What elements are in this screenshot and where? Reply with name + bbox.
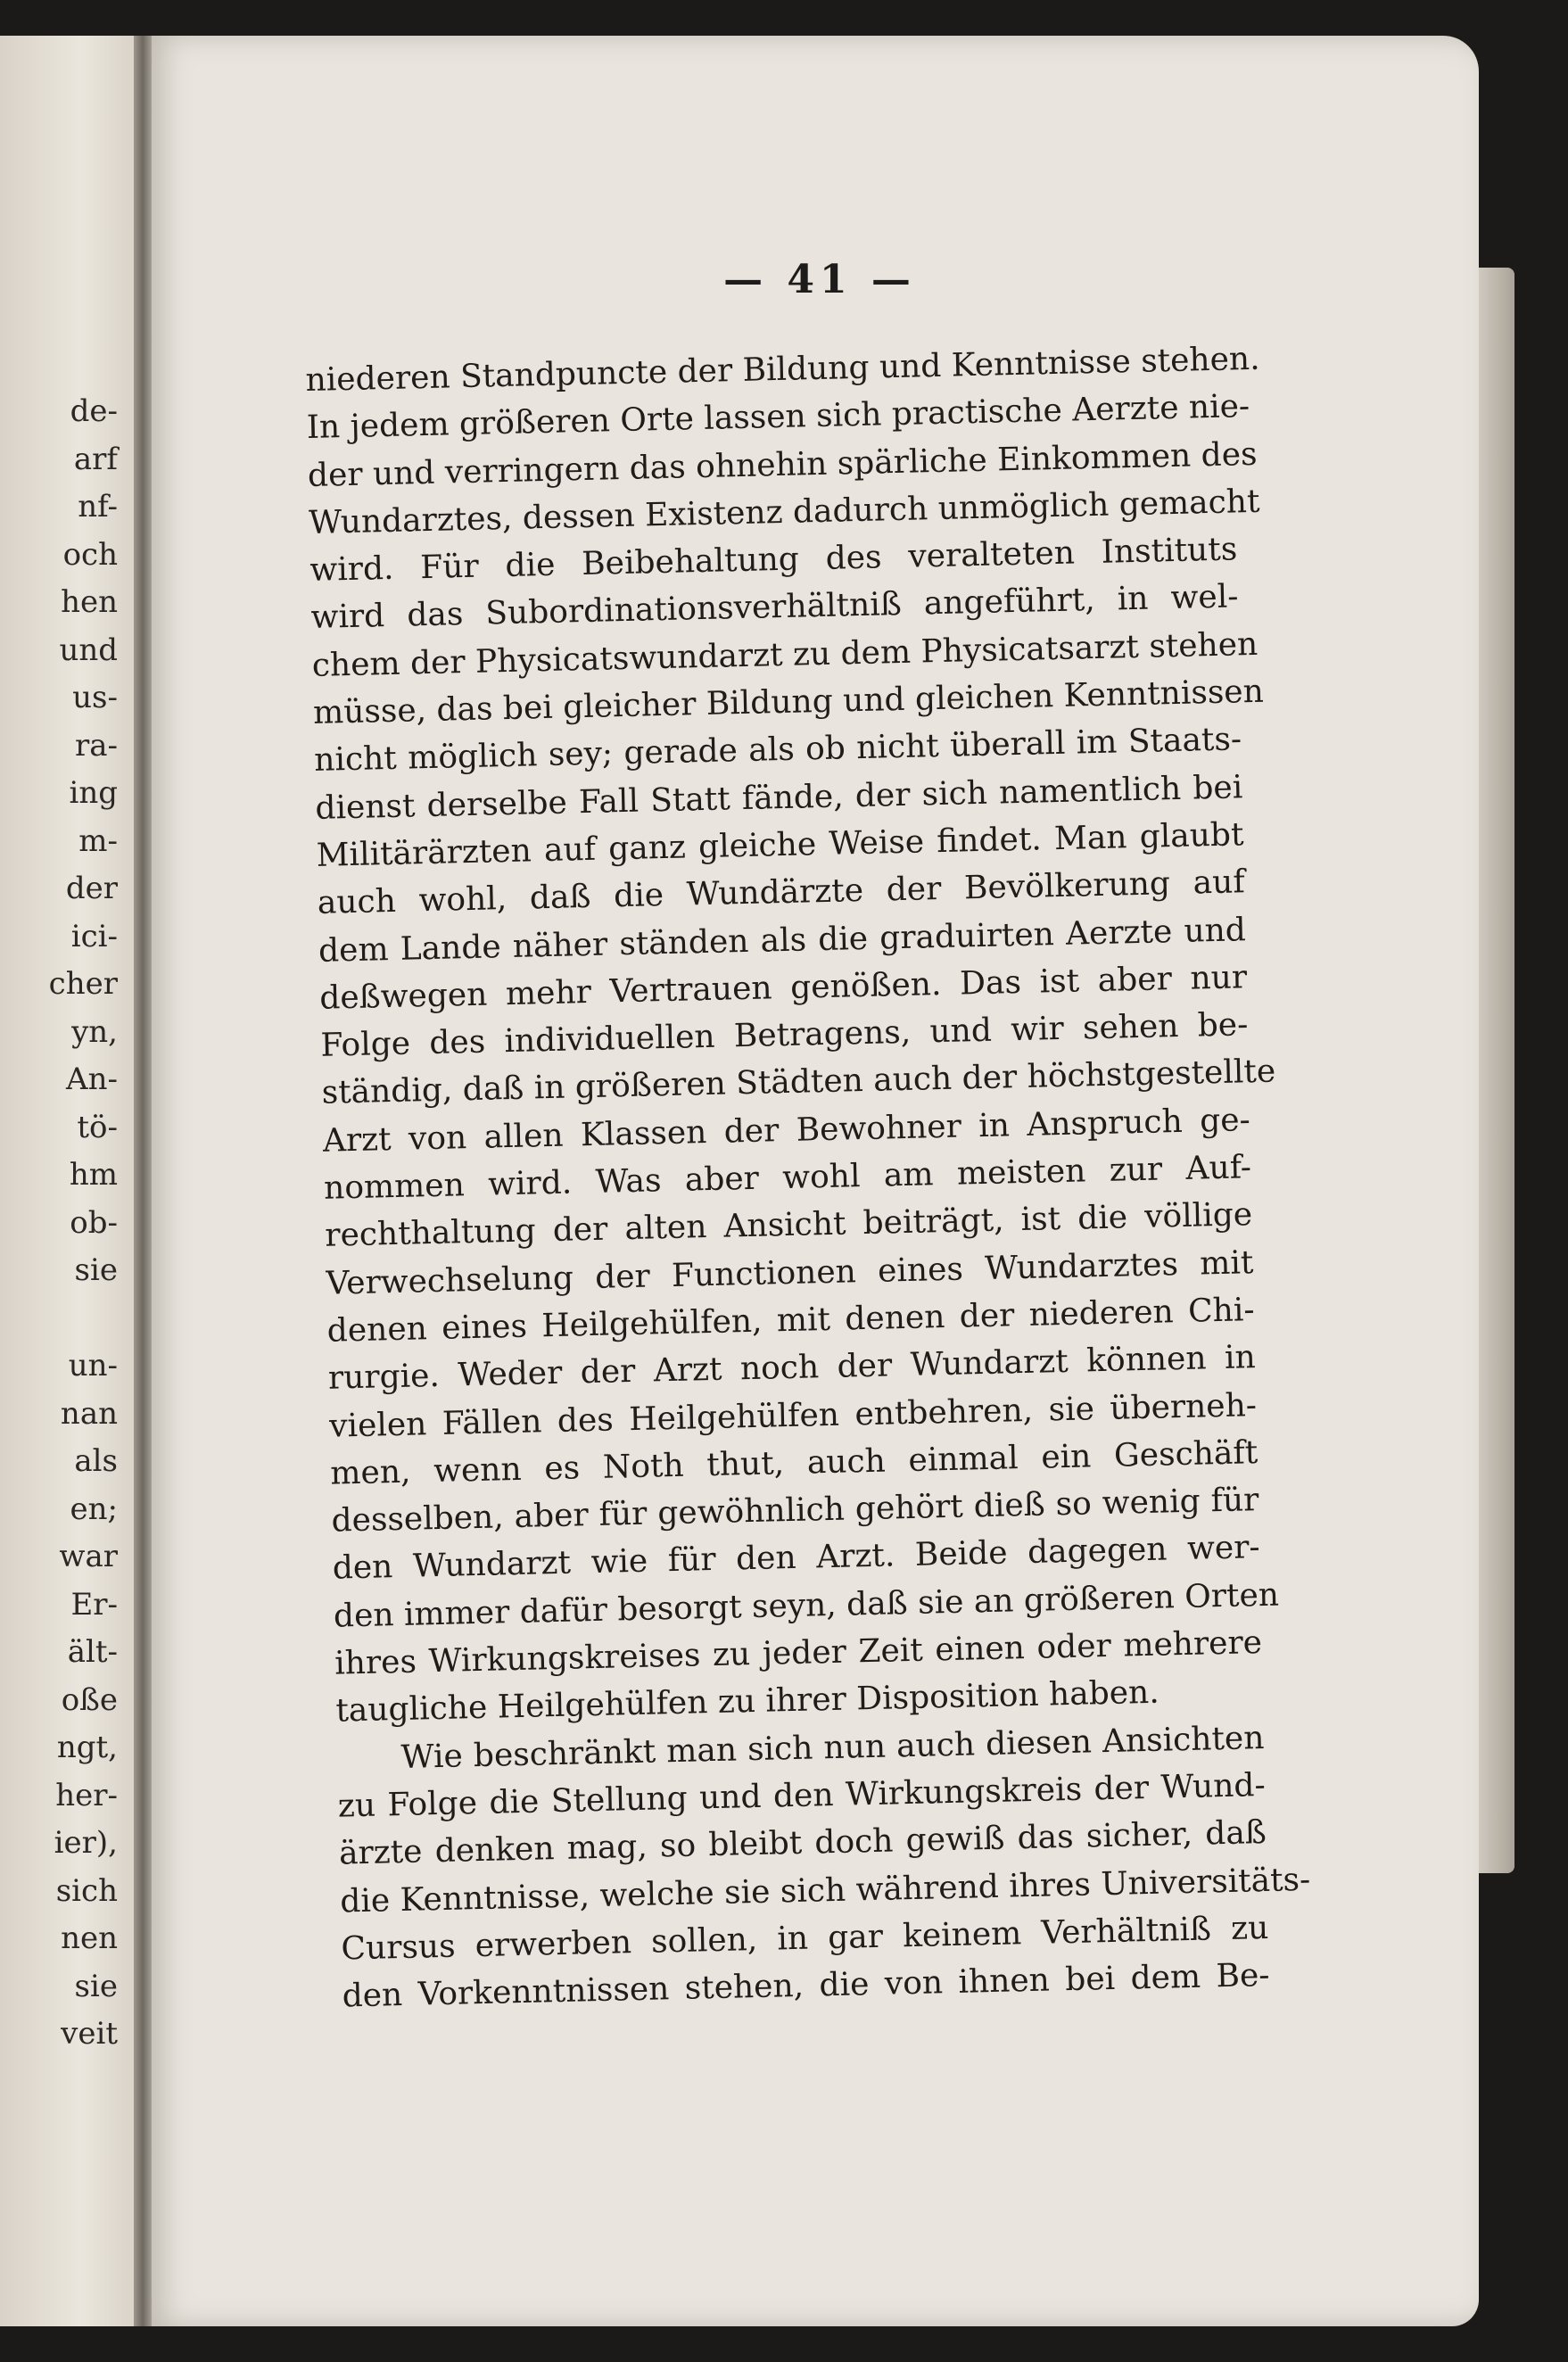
text-line: Arzt von allen Klassen der Bewohner in Anspruch ge- xyxy=(322,1101,1251,1160)
body-text xyxy=(305,335,1311,2020)
left-line: nf- xyxy=(78,489,118,524)
text-line: wird. Für die Beibehaltung des veralteten Instituts xyxy=(309,531,1238,590)
text-line: chem der Physicatswundarzt zu dem Physicatsarzt stehen xyxy=(311,625,1259,684)
left-line: her- xyxy=(55,1777,118,1813)
text-line: men, wenn es Noth thut, auch einmal ein Geschäft xyxy=(329,1433,1259,1492)
text-line: die Kenntnisse, welche sie sich während ihres Universitäts- xyxy=(339,1861,1311,1920)
left-line: arf xyxy=(73,441,118,477)
text-line: rechthaltung der alten Ansicht beiträgt, ist die völlige xyxy=(324,1196,1253,1255)
left-line: und xyxy=(59,632,118,668)
text-line: ständig, daß in größeren Städten auch der höchstgestellte xyxy=(321,1053,1276,1112)
left-line: ier), xyxy=(54,1825,118,1861)
text-line: In jedem größeren Orte lassen sich practische Aerzte nie- xyxy=(306,388,1250,447)
left-line: ob- xyxy=(70,1204,118,1241)
left-line: sie xyxy=(74,1968,118,2004)
left-line: veit xyxy=(61,2016,118,2052)
left-line: hm xyxy=(69,1157,118,1193)
left-line: nen xyxy=(61,1920,118,1956)
left-line: tö- xyxy=(77,1109,118,1145)
left-line: ra- xyxy=(74,727,118,764)
text-line: wird das Subordinationsverhältniß angeführt, in wel- xyxy=(310,578,1239,637)
text-line: Wundarztes, dessen Existenz dadurch unmöglich gemacht xyxy=(308,483,1260,541)
left-line: der xyxy=(65,871,118,906)
left-line: An- xyxy=(66,1061,118,1097)
text-line: Verwechselung der Functionen eines Wundarztes mit xyxy=(326,1243,1254,1302)
page-edge xyxy=(1479,268,1514,1873)
text-line: nommen wird. Was aber wohl am meisten zur Auf- xyxy=(323,1149,1252,1207)
left-line: ici- xyxy=(70,918,118,954)
left-page xyxy=(0,36,134,2326)
text-line: den immer dafür besorgt seyn, daß sie an größeren Orten xyxy=(333,1576,1280,1635)
left-line: hen xyxy=(61,584,118,620)
page-number: — 41 — xyxy=(723,257,916,302)
left-line: oße xyxy=(61,1681,118,1718)
text-line: taugliche Heilgehülfen zu ihrer Disposition haben. xyxy=(334,1673,1160,1730)
text-line: desselben, aber für gewöhnlich gehört dieß so wenig für xyxy=(331,1482,1259,1540)
left-line: en; xyxy=(70,1491,118,1527)
text-line: deßwegen mehr Vertrauen genößen. Das ist aber nur xyxy=(318,959,1248,1017)
left-line: och xyxy=(62,536,118,573)
text-line: nicht möglich sey; gerade als ob nicht überall im Staats- xyxy=(313,721,1242,780)
left-line: ing xyxy=(69,775,118,811)
text-line: Cursus erwerben sollen, in gar keinem Verhältniß zu xyxy=(341,1909,1269,1968)
text-line: Militärärzten auf ganz gleiche Weise findet. Man glaubt xyxy=(316,816,1244,874)
left-line: ält- xyxy=(67,1634,118,1670)
book-gutter xyxy=(134,36,152,2326)
text-line: rurgie. Weder der Arzt noch der Wundarzt können in xyxy=(327,1339,1257,1397)
text-line: Folge des individuellen Betragens, und wir sehen be- xyxy=(320,1006,1249,1064)
text-line: zu Folge die Stellung und den Wirkungskreis der Wund- xyxy=(337,1766,1267,1825)
text-line: Wie beschränkt man sich nun auch diesen Ansichten xyxy=(400,1719,1265,1776)
text-line: der und verringern das ohnehin spärliche Einkommen des xyxy=(307,435,1258,494)
left-line: sie xyxy=(74,1252,118,1288)
left-line: cher xyxy=(48,966,118,1002)
right-page xyxy=(152,36,1479,2326)
text-line: niederen Standpuncte der Bildung und Kenntnisse stehen. xyxy=(305,340,1260,399)
left-line: nan xyxy=(60,1395,118,1432)
left-line: war xyxy=(59,1539,118,1574)
left-line: de- xyxy=(70,393,118,429)
left-line: un- xyxy=(68,1348,118,1383)
left-line: ngt, xyxy=(56,1730,118,1765)
text-line: dem Lande näher ständen als die graduirten Aerzte und xyxy=(318,911,1247,970)
left-line: sich xyxy=(55,1872,118,1909)
left-line: m- xyxy=(78,822,118,859)
text-line: ärzte denken mag, so bleibt doch gewiß das sicher, daß xyxy=(338,1814,1267,1872)
text-line: denen eines Heilgehülfen, mit denen der niederen Chi- xyxy=(326,1292,1255,1350)
left-page-text xyxy=(49,388,118,2059)
text-line: dienst derselbe Fall Statt fände, der sich namentlich bei xyxy=(315,768,1243,827)
left-line: yn, xyxy=(71,1013,118,1050)
text-line: müsse, das bei gleicher Bildung und gleichen Kenntnissen xyxy=(312,673,1265,731)
text-line: den Wundarzt wie für den Arzt. Beide dagegen wer- xyxy=(332,1529,1261,1588)
text-line: ihres Wirkungskreises zu jeder Zeit einen oder mehrere xyxy=(334,1624,1263,1682)
left-line: us- xyxy=(72,680,118,715)
left-line xyxy=(49,1295,118,1343)
left-line: als xyxy=(74,1443,118,1479)
text-line: den Vorkenntnissen stehen, die von ihnen bei dem Be- xyxy=(342,1957,1270,2015)
left-line: Er- xyxy=(70,1586,118,1623)
text-line: auch wohl, daß die Wundärzte der Bevölkerung auf xyxy=(317,863,1246,922)
text-line: vielen Fällen des Heilgehülfen entbehren, sie überneh- xyxy=(328,1386,1258,1445)
